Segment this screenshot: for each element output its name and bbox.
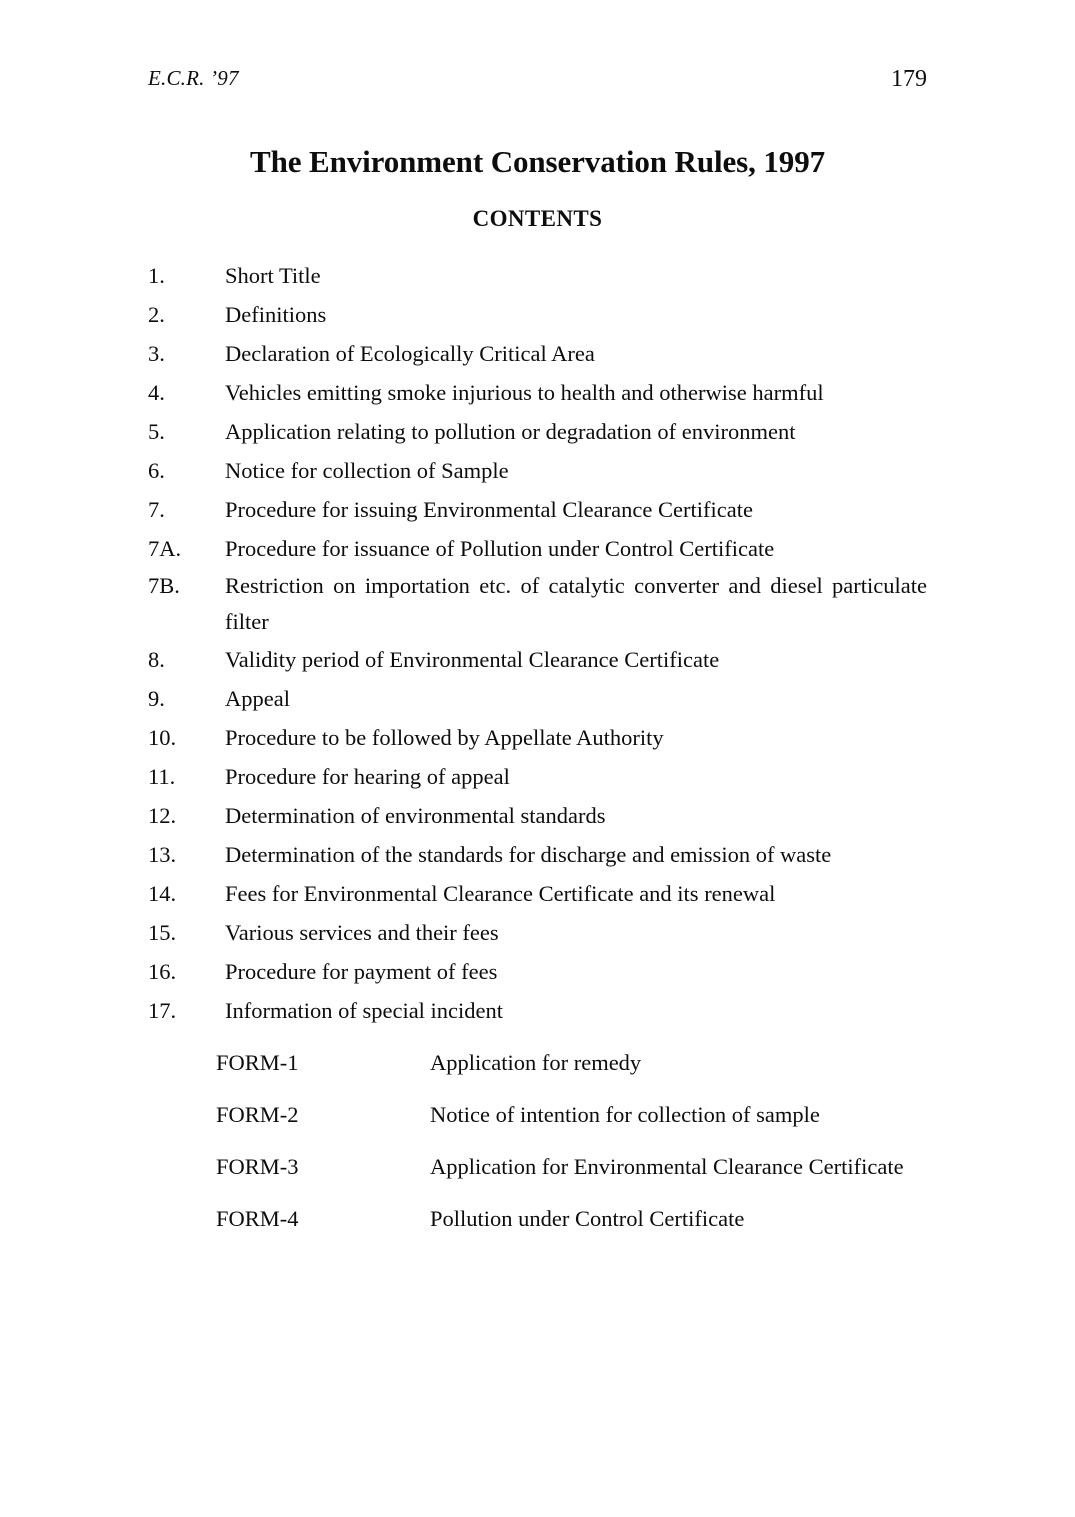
toc-entry-number: 15. [148, 920, 177, 945]
toc-entry [148, 757, 927, 796]
toc-entry-number: 1. [148, 263, 165, 288]
toc-entry-number: 13. [148, 842, 177, 867]
toc-entry [148, 412, 927, 451]
toc-entry-label: Information of special incident [225, 998, 504, 1023]
toc-entry-number: 5. [148, 419, 165, 444]
toc-entry-label: Declaration of Ecologically Critical Area [225, 341, 595, 366]
toc-entry [148, 373, 927, 412]
toc-entry [148, 334, 927, 373]
toc-entry-label: Procedure for payment of fees [225, 959, 498, 984]
toc-entry-label: Application relating to pollution or degradation of environment [225, 419, 796, 444]
toc-entry-number: 6. [148, 458, 165, 483]
toc-entry-number: 3. [148, 341, 165, 366]
toc-entry-label: Validity period of Environmental Clearance Certificate [225, 647, 720, 672]
toc-entry [148, 568, 927, 640]
toc-entry [148, 718, 927, 757]
contents-heading: CONTENTS [472, 206, 603, 231]
toc-entry-number: 10. [148, 725, 177, 750]
toc-entry-number: 12. [148, 803, 177, 828]
form-entry-name: FORM-2 [216, 1102, 299, 1127]
toc-entry [148, 295, 927, 334]
running-head-short-title: E.C.R. ’97 [148, 66, 239, 90]
toc-entry-label: Various services and their fees [225, 920, 499, 945]
toc-entry-label: Determination of environmental standards [225, 803, 606, 828]
toc-entry-number: 2. [148, 302, 165, 327]
form-entry-name: FORM-4 [216, 1206, 299, 1231]
toc-entry [148, 874, 927, 913]
form-entry-name: FORM-3 [216, 1154, 299, 1179]
forms-list [216, 1046, 936, 1254]
toc-entry-label: Procedure for issuing Environmental Clearance Certificate [225, 497, 753, 522]
toc-entry [148, 796, 927, 835]
form-entry-description: Application for Environmental Clearance Certificate [430, 1154, 904, 1179]
form-entry-description: Pollution under Control Certificate [430, 1206, 745, 1231]
form-entry [216, 1098, 936, 1150]
toc-entry [148, 952, 927, 991]
toc-entry [148, 640, 927, 679]
toc-entry-label: Restriction on importation etc. of catalytic converter and diesel particulate filter [225, 573, 927, 634]
toc-entry-label: Determination of the standards for discharge and emission of waste [225, 842, 832, 867]
toc-entry-label: Appeal [225, 686, 290, 711]
toc-entry-number: 7. [148, 497, 165, 522]
toc-entry-number: 16. [148, 959, 177, 984]
toc-entry [148, 835, 927, 874]
toc-entry-label: Procedure to be followed by Appellate Authority [225, 725, 664, 750]
toc-entry-number: 17. [148, 998, 177, 1023]
form-entry [216, 1150, 936, 1202]
table-of-contents [148, 256, 927, 1030]
toc-entry-number: 4. [148, 380, 165, 405]
toc-entry-number: 11. [148, 764, 176, 789]
page-number: 179 [891, 66, 927, 92]
toc-entry [148, 529, 927, 568]
toc-entry [148, 913, 927, 952]
toc-entry-number: 7B. [148, 573, 180, 598]
toc-entry-label: Vehicles emitting smoke injurious to health and otherwise harmful [225, 380, 824, 405]
toc-entry-label: Procedure for issuance of Pollution under Control Certificate [225, 536, 775, 561]
form-entry [216, 1202, 936, 1254]
toc-entry [148, 991, 927, 1030]
toc-entry-label: Procedure for hearing of appeal [225, 764, 510, 789]
toc-entry-number: 9. [148, 686, 165, 711]
form-entry-name: FORM-1 [216, 1050, 299, 1075]
form-entry-description: Application for remedy [430, 1050, 642, 1075]
toc-entry [148, 256, 927, 295]
toc-entry [148, 451, 927, 490]
toc-entry-number: 7A. [148, 536, 182, 561]
toc-entry-label: Definitions [225, 302, 327, 327]
toc-entry-number: 14. [148, 881, 177, 906]
form-entry-description: Notice of intention for collection of sample [430, 1102, 820, 1127]
page-title: The Environment Conservation Rules, 1997 [250, 144, 825, 179]
toc-entry-number: 8. [148, 647, 165, 672]
toc-entry-label: Fees for Environmental Clearance Certificate and its renewal [225, 881, 776, 906]
form-entry [216, 1046, 936, 1098]
toc-entry-label: Notice for collection of Sample [225, 458, 509, 483]
toc-entry-label: Short Title [225, 263, 321, 288]
toc-entry [148, 679, 927, 718]
toc-entry [148, 490, 927, 529]
running-head [148, 66, 927, 96]
